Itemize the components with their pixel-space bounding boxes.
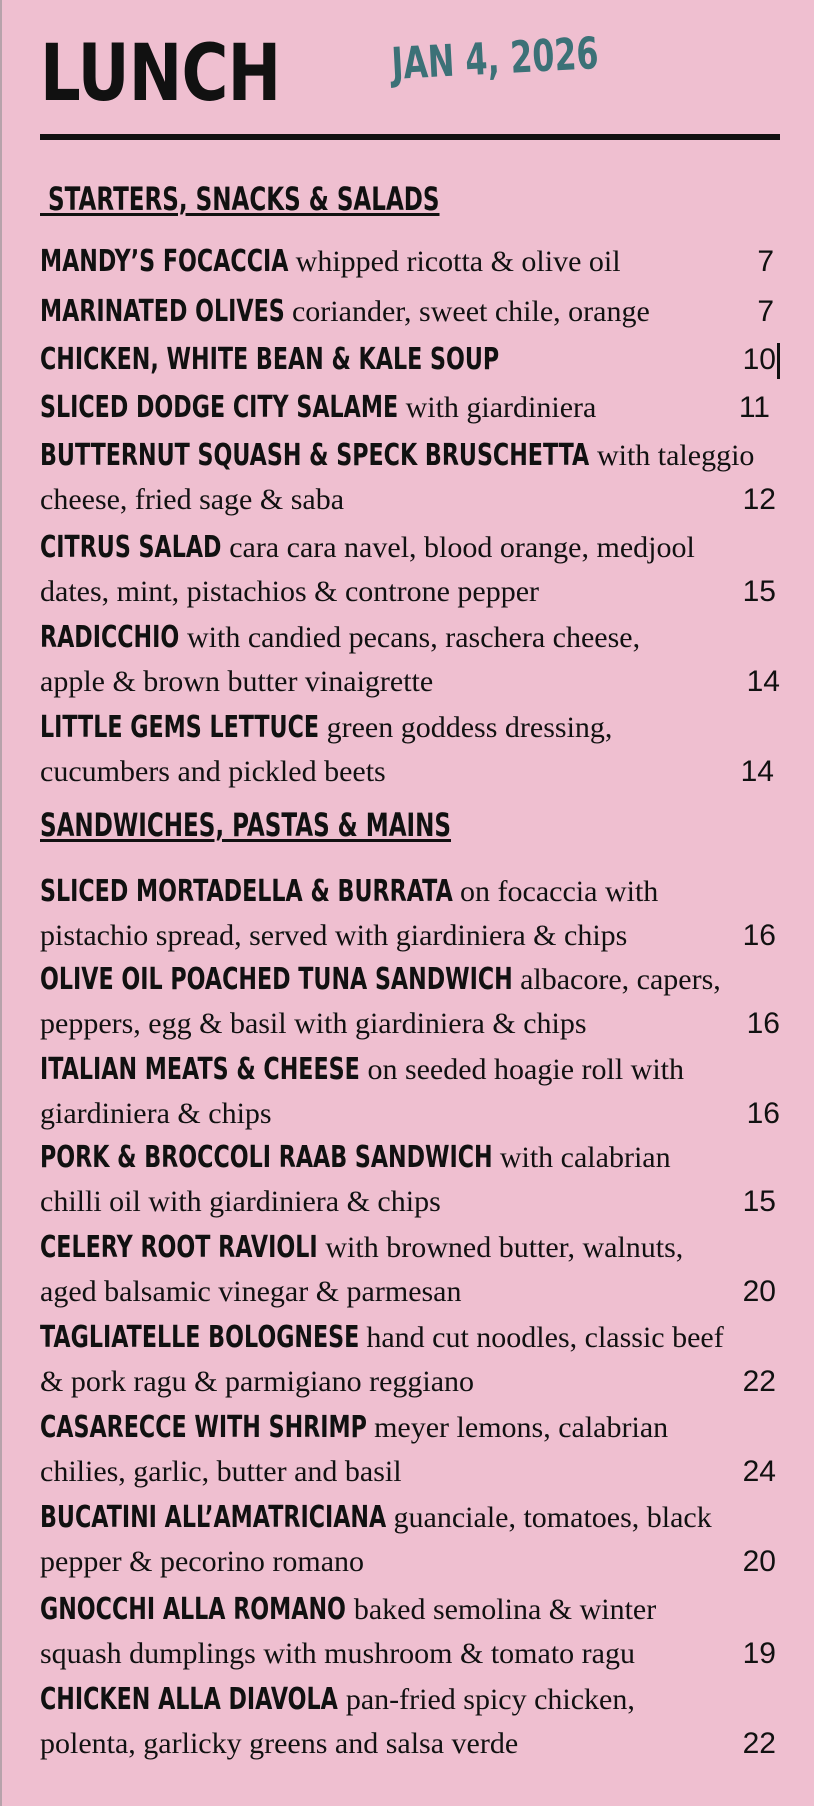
item-name: CELERY ROOT RAVIOLI — [40, 1230, 318, 1265]
menu-item — [40, 526, 780, 614]
item-price: 16 — [746, 1007, 780, 1040]
item-desc: hand cut noodles, classic beef — [366, 1321, 724, 1354]
menu-item — [40, 1678, 780, 1766]
menu-item — [40, 1406, 780, 1494]
item-desc: meyer lemons, calabrian — [374, 1411, 669, 1444]
item-price: 7 — [757, 295, 774, 328]
item-name: TAGLIATELLE BOLOGNESE — [40, 1320, 360, 1355]
item-price: 16 — [746, 1097, 780, 1130]
item-desc-line2: dates, mint, pistachios & controne pepper — [40, 575, 540, 608]
item-price: 16 — [742, 919, 776, 952]
item-desc: guanciale, tomatoes, black — [393, 1501, 712, 1534]
header-rule — [40, 134, 780, 140]
menu-item — [40, 1316, 780, 1404]
page-edge — [0, 0, 2, 1806]
item-desc: with giardiniera — [405, 391, 597, 424]
item-desc: with candied pecans, raschera cheese, — [186, 621, 641, 654]
section-title-starters: STARTERS, SNACKS & SALADS — [40, 180, 440, 218]
menu-item — [40, 870, 780, 958]
item-desc-line2: & pork ragu & parmigiano reggiano — [40, 1365, 475, 1398]
item-desc-line2: squash dumplings with mushroom & tomato ragu — [40, 1637, 635, 1670]
item-desc-line2: cheese, fried sage & saba — [40, 483, 345, 516]
item-price: 19 — [742, 1637, 776, 1670]
menu-date: JAN 4, 2026 — [390, 28, 600, 90]
item-name: SLICED DODGE CITY SALAME — [40, 390, 399, 425]
section-title-mains: SANDWICHES, PASTAS & MAINS — [40, 806, 452, 844]
item-desc-line2: pistachio spread, served with giardiniera & chips — [40, 919, 628, 952]
menu-item — [40, 706, 780, 794]
item-desc: pan-fried spicy chicken, — [345, 1683, 635, 1716]
item-desc-line2: aged balsamic vinegar & parmesan — [40, 1275, 462, 1308]
item-desc-line2: cucumbers and pickled beets — [40, 755, 386, 788]
text-cursor — [777, 343, 780, 379]
item-price: 14 — [746, 665, 780, 698]
item-desc: coriander, sweet chile, orange — [291, 295, 650, 328]
item-desc: with browned butter, walnuts, — [325, 1231, 684, 1264]
menu-header — [40, 28, 780, 128]
menu-item — [40, 1496, 780, 1584]
item-name: BUTTERNUT SQUASH & SPECK BRUSCHETTA — [40, 438, 590, 473]
item-name: CASARECCE WITH SHRIMP — [40, 1410, 367, 1445]
item-price: 24 — [742, 1455, 776, 1488]
item-desc-line2: chilies, garlic, butter and basil — [40, 1455, 402, 1488]
item-price: 22 — [742, 1727, 776, 1760]
item-name: CITRUS SALAD — [40, 530, 222, 565]
item-price: 15 — [742, 575, 776, 608]
menu-item — [40, 240, 780, 284]
item-desc: with taleggio — [596, 439, 755, 472]
item-desc: whipped ricotta & olive oil — [295, 245, 621, 278]
item-desc-line2: giardiniera & chips — [40, 1097, 272, 1130]
menu-item — [40, 290, 780, 334]
item-price: 12 — [742, 483, 776, 516]
item-name: BUCATINI ALL’AMATRICIANA — [40, 1500, 387, 1535]
menu-item — [40, 386, 780, 430]
item-desc-line2: pepper & pecorino romano — [40, 1545, 365, 1578]
item-price: 7 — [757, 245, 774, 278]
item-desc: cara cara navel, blood orange, medjool — [229, 531, 695, 564]
item-name: LITTLE GEMS LETTUCE — [40, 710, 320, 745]
item-desc: green goddess dressing, — [326, 711, 613, 744]
item-desc: with calabrian — [499, 1141, 671, 1174]
item-desc: on focaccia with — [460, 875, 659, 908]
item-name: MARINATED OLIVES — [40, 294, 285, 329]
item-name: PORK & BROCCOLI RAAB SANDWICH — [40, 1140, 493, 1175]
menu-item — [40, 1048, 780, 1136]
item-desc-line2: chilli oil with giardiniera & chips — [40, 1185, 441, 1218]
item-desc-line2: polenta, garlicky greens and salsa verde — [40, 1727, 519, 1760]
item-price: 11 — [738, 391, 770, 424]
menu-item — [40, 338, 780, 382]
item-desc: albacore, capers, — [520, 963, 721, 996]
item-price: 14 — [740, 755, 774, 788]
item-name: GNOCCHI ALLA ROMANO — [40, 1592, 346, 1627]
item-price: 22 — [742, 1365, 776, 1398]
menu-item — [40, 1136, 780, 1224]
item-name: CHICKEN, WHITE BEAN & KALE SOUP — [40, 342, 500, 377]
item-desc-line2: apple & brown butter vinaigrette — [40, 665, 434, 698]
item-price: 20 — [742, 1275, 776, 1308]
menu-item — [40, 1226, 780, 1314]
item-price: 20 — [742, 1545, 776, 1578]
item-desc-line2: peppers, egg & basil with giardiniera & chips — [40, 1007, 587, 1040]
item-name: MANDY’S FOCACCIA — [40, 244, 289, 279]
item-desc: baked semolina & winter — [353, 1593, 657, 1626]
menu-title: LUNCH — [40, 29, 281, 119]
menu-item — [40, 616, 780, 704]
item-price: 15 — [742, 1185, 776, 1218]
item-name: ITALIAN MEATS & CHEESE — [40, 1052, 360, 1087]
item-name: OLIVE OIL POACHED TUNA SANDWICH — [40, 962, 513, 997]
menu-item — [40, 434, 780, 522]
menu-item — [40, 1588, 780, 1676]
item-name: RADICCHIO — [40, 620, 180, 655]
item-name: SLICED MORTADELLA & BURRATA — [40, 874, 453, 909]
item-name: CHICKEN ALLA DIAVOLA — [40, 1682, 338, 1717]
menu-item — [40, 958, 780, 1046]
item-price: 10 — [743, 338, 780, 382]
item-desc: on seeded hoagie roll with — [367, 1053, 685, 1086]
